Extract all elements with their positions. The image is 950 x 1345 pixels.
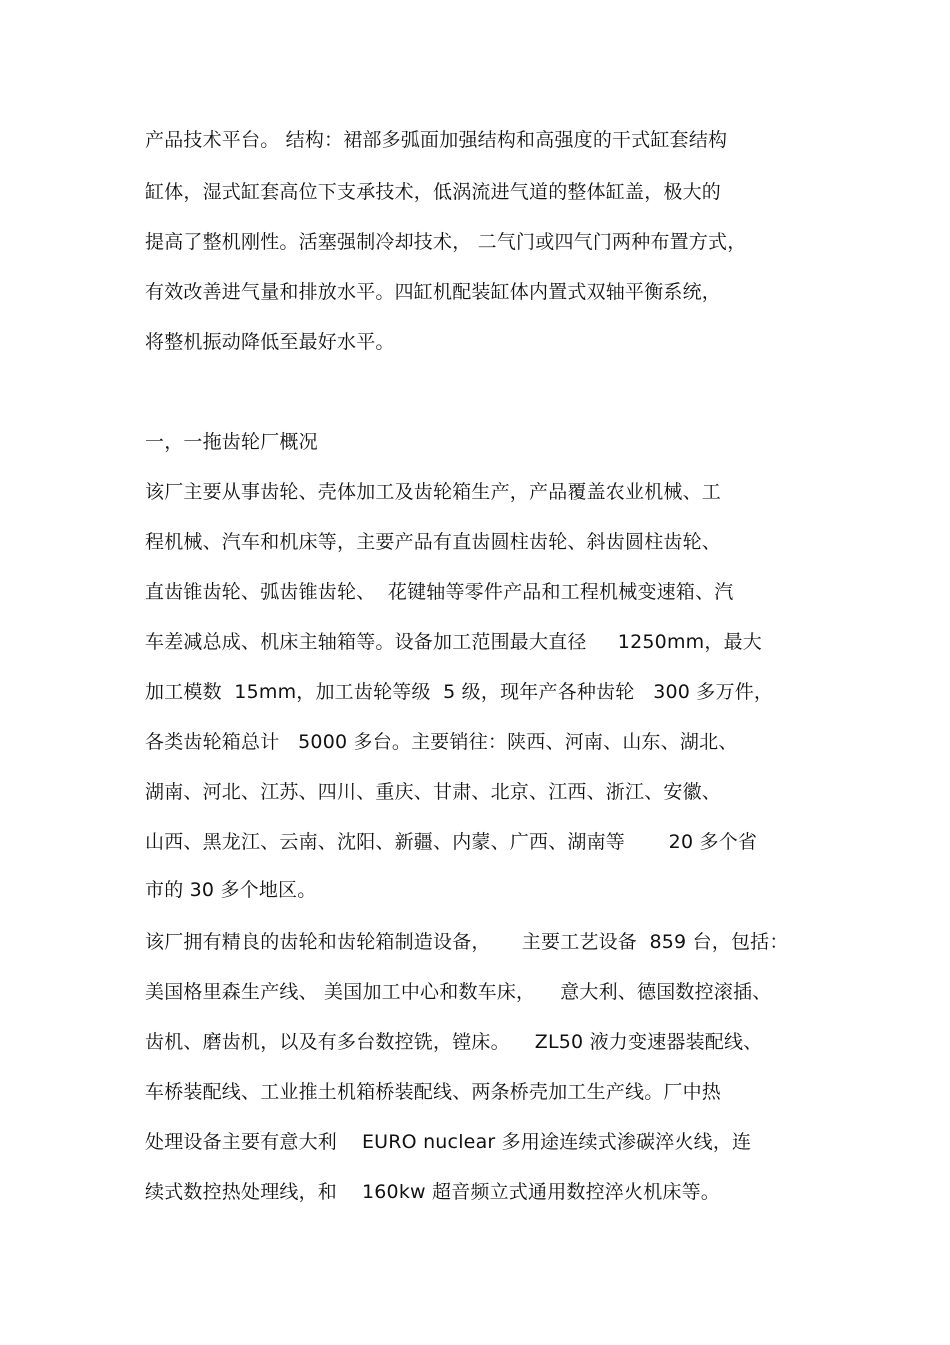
paragraph2-line-1: 该厂主要从事齿轮、壳体加工及齿轮箱生产，产品覆盖农业机械、工 [145,481,722,503]
paragraph2-line-9: 市的 30 多个地区。 [145,879,317,901]
paragraph3-line-1: 该厂拥有精良的齿轮和齿轮箱制造设备， 主要工艺设备 859 台，包括： [145,931,789,953]
paragraph2-line-3: 直齿锥齿轮、弧齿锥齿轮、 花键轴等零件产品和工程机械变速箱、汽 [145,581,734,603]
paragraph2-line-2: 程机械、汽车和机床等，主要产品有直齿圆柱齿轮、斜齿圆柱齿轮、 [145,531,722,553]
paragraph1-line-5: 将整机振动降低至最好水平。 [145,331,395,353]
paragraph1-line-4: 有效改善进气量和排放水平。四缸机配装缸体内置式双轴平衡系统， [145,281,722,303]
paragraph3-line-5: 处理设备主要有意大利 EURO nuclear 多用途连续式渗碳淬火线，连 [145,1131,752,1153]
paragraph3-line-4: 车桥装配线、工业推土机箱桥装配线、两条桥壳加工生产线。厂中热 [145,1081,722,1103]
paragraph2-line-5: 加工模数 15mm，加工齿轮等级 5 级，现年产各种齿轮 300 多万件， [145,681,774,703]
paragraph2-line-7: 湖南、河北、江苏、四川、重庆、甘肃、北京、江西、浙江、安徽、 [145,781,722,803]
paragraph3-line-2: 美国格里森生产线、 美国加工中心和数车床， 意大利、德国数控滚插、 [145,981,772,1003]
paragraph2-line-6: 各类齿轮箱总计 5000 多台。主要销往：陕西、河南、山东、湖北、 [145,731,738,753]
paragraph2-line-8: 山西、黑龙江、云南、沈阳、新疆、内蒙、广西、湖南等 20 多个省 [145,831,758,853]
paragraph3-line-6: 续式数控热处理线，和 160kw 超音频立式通用数控淬火机床等。 [145,1181,721,1203]
paragraph1-line-3: 提高了整机刚性。活塞强制冷却技术， 二气门或四气门两种布置方式， [145,231,747,253]
paragraph1-line-2: 缸体，湿式缸套高位下支承技术，低涡流进气道的整体缸盖，极大的 [145,181,722,203]
paragraph3-line-3: 齿机、磨齿机，以及有多台数控铣，镗床。 ZL50 液力变速器装配线、 [145,1031,763,1053]
paragraph1-line-1: 产品技术平台。 结构：裙部多弧面加强结构和高强度的干式缸套结构 [145,129,728,151]
paragraph2-line-4: 车差减总成、机床主轴箱等。设备加工范围最大直径 1250mm，最大 [145,631,762,653]
section-heading: 一，一拖齿轮厂概况 [145,431,318,453]
